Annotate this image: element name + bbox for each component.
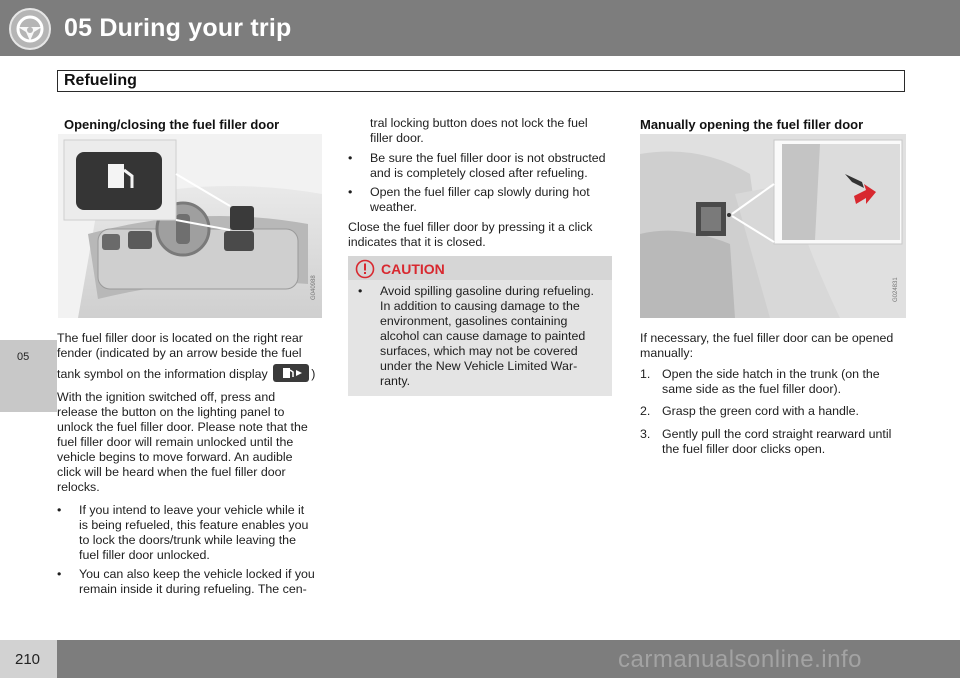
steering-wheel-icon [9,8,51,50]
fuel-arrow-icon [273,364,309,382]
mid-bullet-1 [348,151,618,183]
caution-line4: alcohol can cause damage to painted [380,329,586,343]
right-intro-line2: manually: [640,346,694,360]
left-bullet-2-line1: You can also keep the vehicle locked if you [79,567,315,581]
left-para2-line5: vehicle begins to move forward. An audible [57,450,293,464]
caution-bullet [358,284,608,394]
bullet-symbol: • [348,185,353,199]
left-para2-line1: With the ignition switched off, press and [57,390,276,404]
left-para2-line2: release the button on the lighting panel to [57,405,285,419]
left-para1-line1: The fuel filler door is located on the right rear [57,331,303,345]
mid-bullet-1-line2: and is completely closed after refueling. [370,166,588,180]
step-3 [640,427,910,459]
right-heading: Manually opening the fuel filler door [640,117,864,132]
right-intro-line1: If necessary, the fuel filler door can be opened [640,331,894,345]
caution-line3: environment, gasolines containing [380,314,568,328]
mid-bullet-2 [348,185,618,217]
left-bullet-2 [57,567,327,599]
step-3-number: 3. [640,427,651,441]
left-para1-line3-text: tank symbol on the information display [57,367,268,381]
section-bar [57,70,905,92]
warning-icon [355,259,375,284]
step-3-line1: Gently pull the cord straight rearward until [662,427,892,441]
mid-para-line1: Close the fuel filler door by pressing it a click [348,220,593,234]
left-bullet-1 [57,503,327,565]
left-bullet-1-line1: If you intend to leave your vehicle while it [79,503,305,517]
left-para1-line2: fender (indicated by an arrow beside the fuel [57,346,302,360]
chapter-side-tab-label: 05 [17,351,30,363]
watermark: carmanualsonline.info [618,646,862,673]
caution-line2: In addition to causing damage to the [380,299,580,313]
right-figure-code: G024831 [893,277,899,302]
left-para1-line3 [57,364,315,382]
left-para2-line7: relocks. [57,480,100,494]
caution-line6: under the New Vehicle Limited War- [380,359,578,373]
left-bullet-1-line4: fuel filler door unlocked. [79,548,210,562]
mid-continued-line2: filler door. [370,131,424,145]
step-2 [640,404,910,422]
step-3-line2: the fuel filler door clicks open. [662,442,826,456]
caution-line5: surfaces, which may not be covered [380,344,578,358]
caution-line1: Avoid spilling gasoline during refueling. [380,284,594,298]
mid-para-line2: indicates that it is closed. [348,235,486,249]
mid-continued-line1: tral locking button does not lock the fuel [370,116,588,130]
step-1-line1: Open the side hatch in the trunk (on the [662,367,880,381]
section-title: Refueling [64,72,137,89]
step-2-number: 2. [640,404,651,418]
mid-bullet-2-line1: Open the fuel filler cap slowly during hot [370,185,590,199]
left-para2-line6: click will be heard when the fuel filler door [57,465,286,479]
trunk-hatch-figure [640,134,906,318]
left-heading: Opening/closing the fuel filler door [64,117,280,132]
bullet-symbol: • [348,151,353,165]
caution-title: CAUTION [381,261,445,277]
caution-line7: ranty. [380,374,411,388]
mid-bullet-1-line1: Be sure the fuel filler door is not obstructed [370,151,606,165]
lighting-panel-figure [58,134,322,318]
step-1-number: 1. [640,367,651,381]
step-1 [640,367,910,399]
left-para1-line3-close: ) [311,367,316,381]
bullet-symbol: • [57,503,62,517]
bullet-symbol: • [57,567,62,581]
left-bullet-1-line3: to lock the doors/trunk while leaving the [79,533,296,547]
step-2-line1: Grasp the green cord with a handle. [662,404,859,418]
bullet-symbol: • [358,284,363,298]
chapter-title: 05 During your trip [64,14,292,42]
left-bullet-1-line2: is being refueled, this feature enables you [79,518,309,532]
step-1-line2: same side as the fuel filler door). [662,382,842,396]
left-bullet-2-line2: remain inside it during refueling. The cen- [79,582,307,596]
left-para2-line3: unlock the fuel filler door. Please note that the [57,420,308,434]
page-number: 210 [15,651,41,668]
left-para2-line4: fuel filler door will remain unlocked until the [57,435,294,449]
mid-bullet-2-line2: weather. [370,200,417,214]
left-figure-code: G040988 [311,275,317,300]
